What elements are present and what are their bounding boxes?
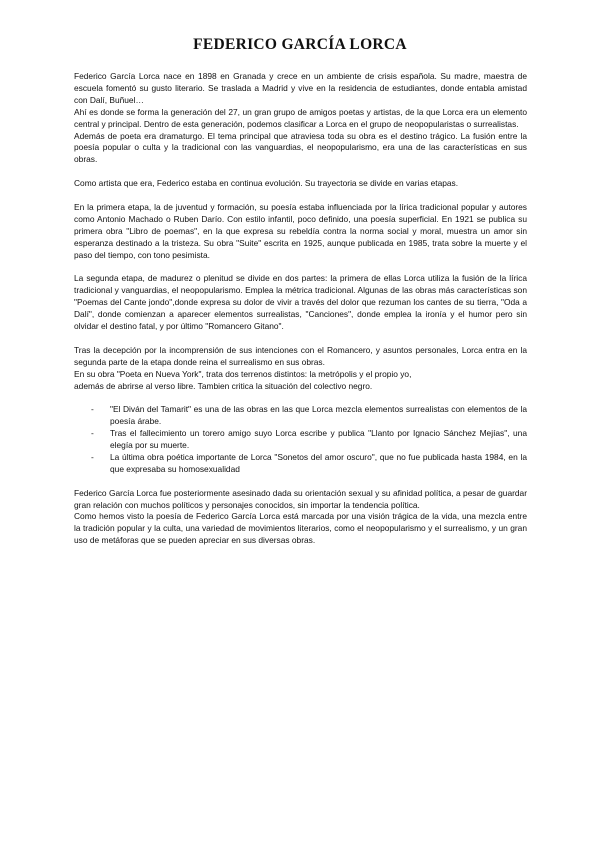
list-marker: - [91,428,94,439]
list-marker: - [91,404,94,415]
paragraph-verso-libre: además de abrirse al verso libre. Tambien critica la situación del colectivo negro. [74,380,373,391]
paragraph-biography: Federico García Lorca nace en 1898 en Granada y crece en un ambiente de crisis española. Su madre, maestra de escuela fomentó su gusto literario. Se traslada a Madrid y vive en la residencia de estudiantes, donde entabla amistad con Dalí, Buñuel… [74,71,527,105]
spacer [74,190,527,202]
paragraph-conclusion: Como hemos visto la poesía de Federico García Lorca está marcada por una visión trágica de la vida, una mezcla entre la tradición popular y la culta, una variedad de movimientos literarios, como el neopopularismo y el surrealismo, y un gran uso de metáforas que se pueden apreciar en sus diversas obras. [74,511,527,546]
paragraph-generation-27: Ahí es donde se forma la generación del 27, un gran grupo de amigos poetas y artistas, de la que Lorca era un elemento central y principal. Dentro de esta generación, podemos clasificar a Lorca en el grupo de neopopularistas o surrealistas. [74,106,527,129]
paragraph-death: Federico García Lorca fue posteriormente asesinado dada su orientación sexual y su afinidad política, a pesar de guardar gran relación con muchos políticos y personajes conocidos, sin importar la tendencia política. [74,487,527,510]
list-marker: - [91,451,94,462]
spacer [74,476,527,488]
spacer [74,333,527,345]
spacer [74,261,527,273]
list-item-text: Tras el fallecimiento un torero amigo suyo Lorca escribe y publica "Llanto por Ignacio Sánchez Mejías", una elegía por su muerte. [110,428,527,451]
paragraph-first-stage: En la primera etapa, la de juventud y formación, su poesía estaba influenciada por la lírica tradicional popular y autores como Antonio Machado o Ruben Darío. Con estilo infantil, poco definido, una poesía superficial. En 1921 se publica su primera obra "Libro de poemas", en la que expresa su rebeldía contra la norma social y moral, muestra un amor sin esperanza destinado a la tristeza. Su obra "Suite" escrita en 1925, aunque publicada en 1985, trata sobre la muerte y el paso del tiempo, con tono pesimista. [74,201,527,260]
list-item [74,428,527,452]
document-body [74,71,527,547]
list-item-text: "El Diván del Tamarit" es una de las obras en las que Lorca mezcla elementos surrealistas con elementos de la poesía árabe. [110,404,527,427]
paragraph-surrealism: Tras la decepción por la incomprensión de sus intenciones con el Romancero, y asuntos personales, Lorca entra en la segunda parte de la etapa donde reina el surrealismo en sus obras. [74,344,527,367]
spacer [74,392,527,404]
works-list [74,404,527,475]
paragraph-second-stage: La segunda etapa, de madurez o plenitud se divide en dos partes: la primera de ellas Lorca utiliza la fusión de la lírica tradicional y vanguardias, el neopopularismo. Emplea la métrica tradicional. Algunas de las obras más características son "Poemas del Cante jondo",donde expresa su dolor de vivir a través del dolor que rezuman los cantes de su tierra, "Oda a Dalí", donde comienzan a aparecer elementos surrealistas, "Canciones", donde emplea la ironía y el humor pero sin olvidar el destino fatal, y por último "Romancero Gitano". [74,273,527,331]
list-item-text: La última obra poética importante de Lorca "Sonetos del amor oscuro", que no fue publicada hasta 1984, en la que expresaba su homosexualidad [110,451,527,474]
paragraph-poeta-nueva-york: En su obra "Poeta en Nueva York", trata dos terrenos distintos: la metrópolis y el propio yo, [74,368,412,379]
page-title: FEDERICO GARCÍA LORCA [193,36,407,53]
paragraph-dramaturgy: Además de poeta era dramaturgo. El tema principal que atraviesa toda su obra es el destino trágico. La fusión entre la poesía popular o culta y la tradicional con las vanguardias, el neopopularismo, era una de las características en sus obras. [74,130,527,165]
list-item [74,404,527,428]
spacer [74,166,527,178]
list-item [74,452,527,476]
paragraph-evolution: Como artista que era, Federico estaba en continua evolución. Su trayectoria se divide en varias etapas. [74,178,459,189]
